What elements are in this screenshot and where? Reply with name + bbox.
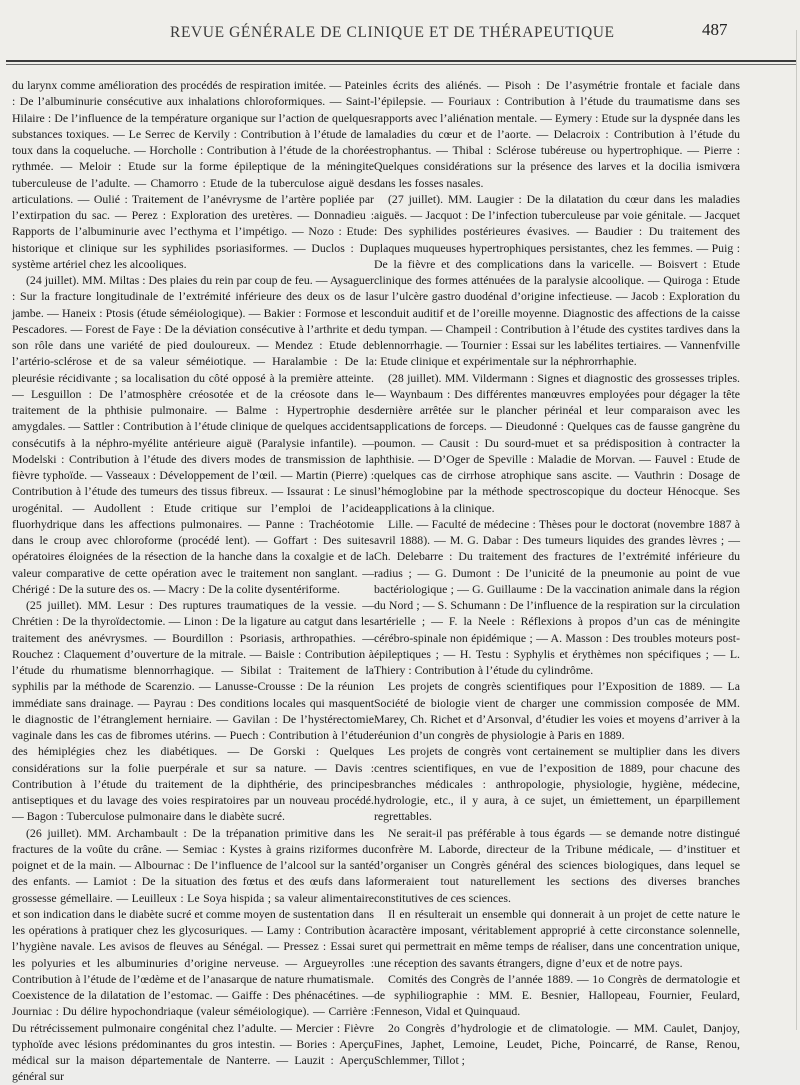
section-paragraph: Comités des Congrès de l’année 1889. — 1o Congrès de dermatologie et de syphiliographie : MM. E. Besnier, Hallopeau, Fournier, Feulard, Fenneson, Vidal et Quinquaud. [374,971,740,1019]
paragraph: du larynx comme amélioration des procédés de respiration imitée. — Patein : De l’albuminurie consécutive aux inhalations chloroformiques. — Saint-Hilaire : De l’influence de la température organique sur l’action de quelques substances toxiques. — Le Serrec de Kervily : Contribution à l’étude de la toux dans la coqueluche. — Horcholle : Contribution à l’étude de la chorée rythmée. — Meloir : Etude sur la forme épileptique de la méningite tuberculeuse de l’adulte. — Chamorro : Etude de la tuberculose aiguë des articulations. — Oulié : Traitement de l’anévrysme de l’artère popliée par l’extirpation du sac. — Perez : Exploration des uretères. — Donnadieu : Rapports de l’albuminurie avec l’ecthyma et l’impétigo. — Nozo : Etude historique et clinique sur les syphilides psoriasiformes. — Duclos : Du système artériel chez les alcooliques. [12,78,374,271]
paragraph: (26 juillet). MM. Archambault : De la trépanation primitive dans les fractures de la voûte du crâne. — Semiac : Kystes à grains riziformes du poignet et de la main. — Albournac : De l’influence de l’alcool sur la santé des enfants. — Lamiot : De la situation des fœtus et des œufs dans la grossesse gémellaire. — Leuilleux : Le Soya hispida ; sa valeur alimentaire et son indication dans le diabète sucré et comme moyen de sustentation dans les opérations à pratiquer chez les glycosuriques. — Lamy : Contribution à l’hygiène navale. Les avisos de fleuves au Sénégal. — Pressez : Essai sur les polyuries et les albuminuries d’origine nerveuse. — Argueyrolles : Contribution à l’étude de l’œdème et de l’anasarque de nature rhumatismale. Coexistence de la dilatation de l’estomac. — Gaiffe : Des phénacétines. — Journiac : Du délire hypochondriaque (valeur séméiologique). — Carrière : Du rétrécissement pulmonaire congénital chez l’adulte. — Mercier : Fièvre typhoïde avec lésions prédominantes du gros intestin. — Bories : Aperçu médical sur la maison départementale de Nanterre. — Lauzit : Aperçu général sur [12,825,374,1084]
paragraph: les écrits des aliénés. — Pisoh : De l’asymétrie frontale et faciale dans l’épilepsie. — Fouriaux : Contribution à l’étude du traumatisme dans ses rapports avec l’aliénation mentale. — Eymery : Etude sur la dyspnée dans les maladies du cœur et de l’aorte. — Delacroix : Contribution à l’étude du strophantus. — Thibal : Sclérose tubéreuse ou hypertrophique. — Pierre : Quelques considérations sur la présence des larves et la docilia ismivœra dans les fosses nasales. [374,78,740,190]
header-rule [6,60,796,62]
paragraph: (28 juillet). MM. Vildermann : Signes et diagnostic des grossesses triples. — Waynbaum : Des différentes manœuvres employées pour dégager la tête dernière arrêtée sur le plancher périnéal et leur comparaison avec les applications de forceps. — Dieudonné : Quelques cas de fausse gangrène du poumon. — Causit : Du sourd-muet et sa prédisposition à contracter la phthisie. — D’Oger de Speville : Maladie de Morvan. — Fauvel : Etude de quelques cas de cirrhose atrophique sans ascite. — Vauthrin : Dosage de l’hémoglobine par la méthode spectroscopique du docteur Hénocque. Ses applications à la clinique. [374,370,740,515]
paragraph: Il en résulterait un ensemble qui donnerait à un projet de cette nature le caractère imposant, véritablement approprié à cette circonstance solennelle, et qui permettrait en même temps de réaliser, dans une concentration unique, une réception des savants étrangers, digne d’eux et de notre pays. [374,906,740,970]
left-column [12,77,374,1084]
paragraph: (25 juillet). MM. Lesur : Des ruptures traumatiques de la vessie. — Chrétien : De la thyroïdectomie. — Linon : De la ligature au catgut dans les traitement des anévrysmes. — Bourdillon : Psoriasis, arthropathies. — Rouchez : Claquement d’ouverture de la mitrale. — Baisle : Contribution à l’étude du rhumatisme blennorrhagique. — Sibilat : Traitement de la syphilis par la méthode de Scarenzio. — Lanusse-Crousse : De la réunion immédiate sans drainage. — Payrau : Des conditions locales qui masquent le diagnostic de l’étranglement herniaire. — Gavilan : De l’hystérectomie vaginale dans les cas de fibromes utérins. — Puech : Contribution à l’étude des hémiplégies chez les diabétiques. — De Gorski : Quelques considérations sur la folie puerpérale et sur sa nature. — Davis : Contribution à l’étude du traitement de la diphthérie, des principes antiseptiques et du lavage des voies respiratoires par un nouveau procédé. — Bagon : Tuberculose pulmonaire dans le diabète sucré. [12,598,374,824]
paragraph: (27 juillet). MM. Laugier : De la dilatation du cœur dans les maladies aiguës. — Jacquot : De l’infection tuberculeuse par voie génitale. — Jacquet : Des syphilides postérieures évasives. — Baudier : Du traitement des plaques muqueuses hypertrophiques persistantes, chez les femmes. — Puig : De la fièvre et des complications dans la varicelle. — Boisvert : Etude clinique des formes atténuées de la paralysie alcoolique. — Quiroga : Etude sur l’ulcère gastro duodénal d’origine infectieuse. — Jacob : Exploration du conduit auditif et de l’oreille moyenne. Diagnostic des affections de la caisse du tympan. — Champeil : Contribution à l’étude des cystites tardives dans la blennorrhagie. — Tournier : Essai sur les labélites tertiaires. — Vannenfville : Etude clinique et expérimentale sur la néphrorrhaphie. [374,191,740,369]
paragraph: Ne serait-il pas préférable à tous égards — se demande notre distingué confrère M. Laborde, directeur de la Tribune médicale, — d’instituer et d’organiser un Congrès général des sciences biologiques, dans lequel se formeraient tout naturellement les sections des diverses branches constitutives de ces sciences. [374,825,740,905]
section-paragraph: Les projets de congrès scientifiques pour l’Exposition de 1889. — La Société de biologie vient de charger une commission composée de MM. Marey, Ch. Richet et d’Arsonval, d’étudier les voies et moyens d’arriver à la réunion d’un congrès de physiologie à Paris en 1889. [374,679,740,742]
paragraph: (24 juillet). MM. Miltas : Des plaies du rein par coup de feu. — Aysaguer : Sur la fracture longitudinale de l’extrémité inférieure des deux os de la jambe. — Haneix : Ptosis (étude séméiologique). — Bakier : Formose et les Pescadores. — Forest de Faye : De la déviation consécutive à l’arthrite et de son rôle dans une variété de pied douloureux. — Mendez : Etude de l’artério-sclérose et de sa valeur séméiotique. — Haralambie : De la pleurésie récidivante ; sa localisation du côté opposé à la première atteinte. — Lesguillon : De l’atmosphère créosotée et de la créosote dans le traitement de la phthisie pulmonaire. — Balme : Hypertrophie des amygdales. — Sattler : Contribution à l’étude clinique de quelques accidents consécutifs à la néphro-myélite antérieure aiguë (Paralysie infantile). — Modelski : Contribution à l’étude des divers modes de transmission de la fièvre typhoïde. — Vasseaux : Développement de l’œil. — Martin (Pierre) : Contribution à l’étude des tumeurs des tissus fibreux. — Issaurat : Le sinus urogénital. — Audollent : Etude critique sur l’emploi de l’acide fluorhydrique dans les affections pulmonaires. — Panne : Trachéotomie dans le croup avec chloroforme (procédé lent). — Goffart : Des suites opératoires éloignées de la résection de la hanche dans la coxalgie et de la valeur comparative de cette opération avec le traitement non sanglant. — Chérigé : De la suture des os. — Macry : De la colite dysentériforme. [12,273,374,596]
journal-title: REVUE GÉNÉRALE DE CLINIQUE ET DE THÉRAPEUTIQUE [170,24,615,41]
right-column [374,77,740,1067]
header-rule-thin [6,64,796,65]
paragraph: Lille. — Faculté de médecine : Thèses pour le doctorat (novembre 1887 à avril 1888). — M. G. Dabar : Des tumeurs liquides des grandes lèvres ; — Ch. Delebarre : Du traitement des fractures de l’extrémité inférieure du radius ; — G. Dumont : De l’unicité de la pneumonie au point de vue bactériologique ; — G. Guillaume : De la vaccination animale dans la région du Nord ; — S. Schumann : De l’influence de la respiration sur la circulation artérielle ; — F. la Neele : Réflexions à propos d’un cas de méningite cérébro-spinale non épidémique ; — A. Masson : Des troubles moteurs post-épileptiques ; — H. Testu : Syphylis et érythèmes non spécifiques ; — L. Thiery : Contribution à l’étude du cylindrôme. [374,516,740,677]
page-edge [796,30,797,1030]
paragraph: Les projets de congrès vont certainement se multiplier dans les divers centres scientifiques, en vue de l’exposition de 1889, pour chacune des branches médicales : anthropologie, physiologie, hygiène, médecine, hydrologie, etc., il y aura, à ce sujet, un émiettement, un éparpillement regrettables. [374,744,740,824]
paragraph: 2o Congrès d’hydrologie et de climatologie. — MM. Caulet, Danjoy, Fines, Japhet, Lemoine, Leudet, Piche, Poincarré, de Ranse, Renou, Schlemmer, Tillot ; [374,1020,740,1067]
page-number: 487 [702,20,728,39]
running-header [0,18,800,58]
